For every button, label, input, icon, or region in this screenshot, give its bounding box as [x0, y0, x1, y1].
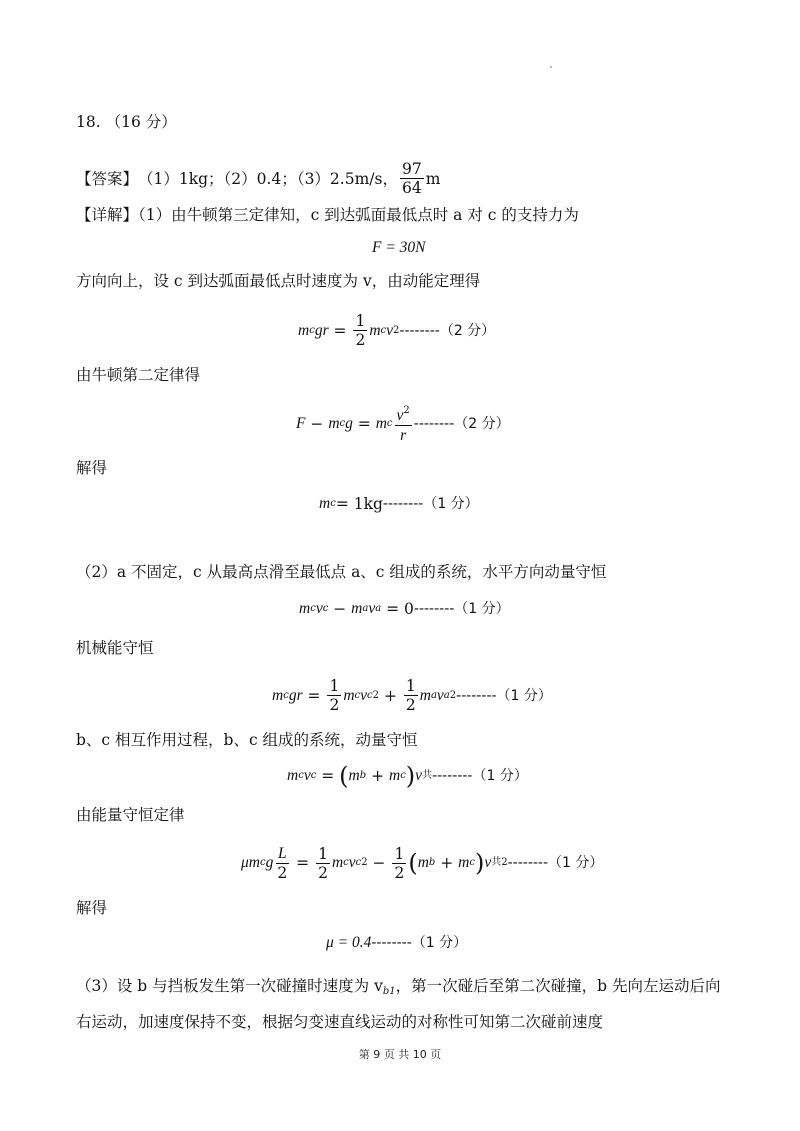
scan-dot: [550, 66, 552, 68]
direction-line: 方向向上，设 c 到达弧面最低点时速度为 v，由动能定理得: [76, 272, 481, 290]
bc-line: b、c 相互作用过程，b、c 组成的系统，动量守恒: [76, 731, 418, 749]
answer-text: （1）1kg；（2）0.4；（3）2.5m/s，: [138, 169, 398, 188]
equation-force: F = 30N: [372, 239, 426, 256]
part3-line-1: （3）设 b 与挡板发生第一次碰撞时速度为 $v_{b1}$，第一次碰后至第二次碰撞，b 先向左运动后向: [76, 977, 721, 997]
equation-energy-2: μm c g $\frac{L}{2}$ = $\frac{1}{2}$ m c v c 2 − $\frac{1}{2}$ ( m b + m c ) v 共 2 --------（1 分）: [241, 844, 604, 882]
equation-mass: m c = 1kg --------（1 分）: [319, 495, 479, 513]
answer-fraction: $\frac{97}{64}$: [401, 160, 422, 197]
solve-line-2: 解得: [76, 899, 108, 917]
solve-line-1: 解得: [76, 459, 108, 477]
equation-mu: μ = 0.4 --------（1 分）: [326, 934, 468, 951]
question-header: 18. （16 分）: [76, 113, 177, 131]
answer-line: [76, 160, 440, 197]
equation-kinetic: m c gr = $\frac{1}{2}$ m c v 2 --------（2 分）: [298, 312, 496, 349]
part2-line: （2）a 不固定，c 从最高点滑至最低点 a、c 组成的系统，水平方向动量守恒: [76, 563, 607, 581]
energy-law-line: 由能量守恒定律: [76, 806, 185, 824]
answer-label: 【答案】: [76, 169, 139, 188]
energy-line: 机械能守恒: [76, 639, 154, 657]
page-footer: 第 9 页 共 10 页: [358, 1048, 442, 1061]
equation-momentum-1: m c v c − m a v a = 0 --------（1 分）: [299, 600, 510, 618]
equation-newton2: F − m c g = m c $\frac{v^2}{r}$ --------（2 分）: [296, 402, 510, 445]
equation-momentum-2: m c v c = ( m b + m c ) v 共 --------（1 分）: [287, 762, 528, 790]
detail-text: （1）由牛顿第三定律知，c 到达弧面最低点时 a 对 c 的支持力为: [138, 206, 579, 224]
newton2-line: 由牛顿第二定律得: [76, 366, 201, 384]
part3-line-2: 右运动，加速度保持不变，根据匀变速直线运动的对称性可知第二次碰前速度: [76, 1013, 604, 1031]
detail-line: [76, 204, 579, 226]
answer-unit: m: [425, 169, 441, 188]
equation-energy-1: m c gr = $\frac{1}{2}$ m c v c 2 + $\frac{1}{2}$ m a v a 2 --------（1 分）: [272, 677, 552, 714]
detail-label: 【详解】: [76, 206, 139, 224]
